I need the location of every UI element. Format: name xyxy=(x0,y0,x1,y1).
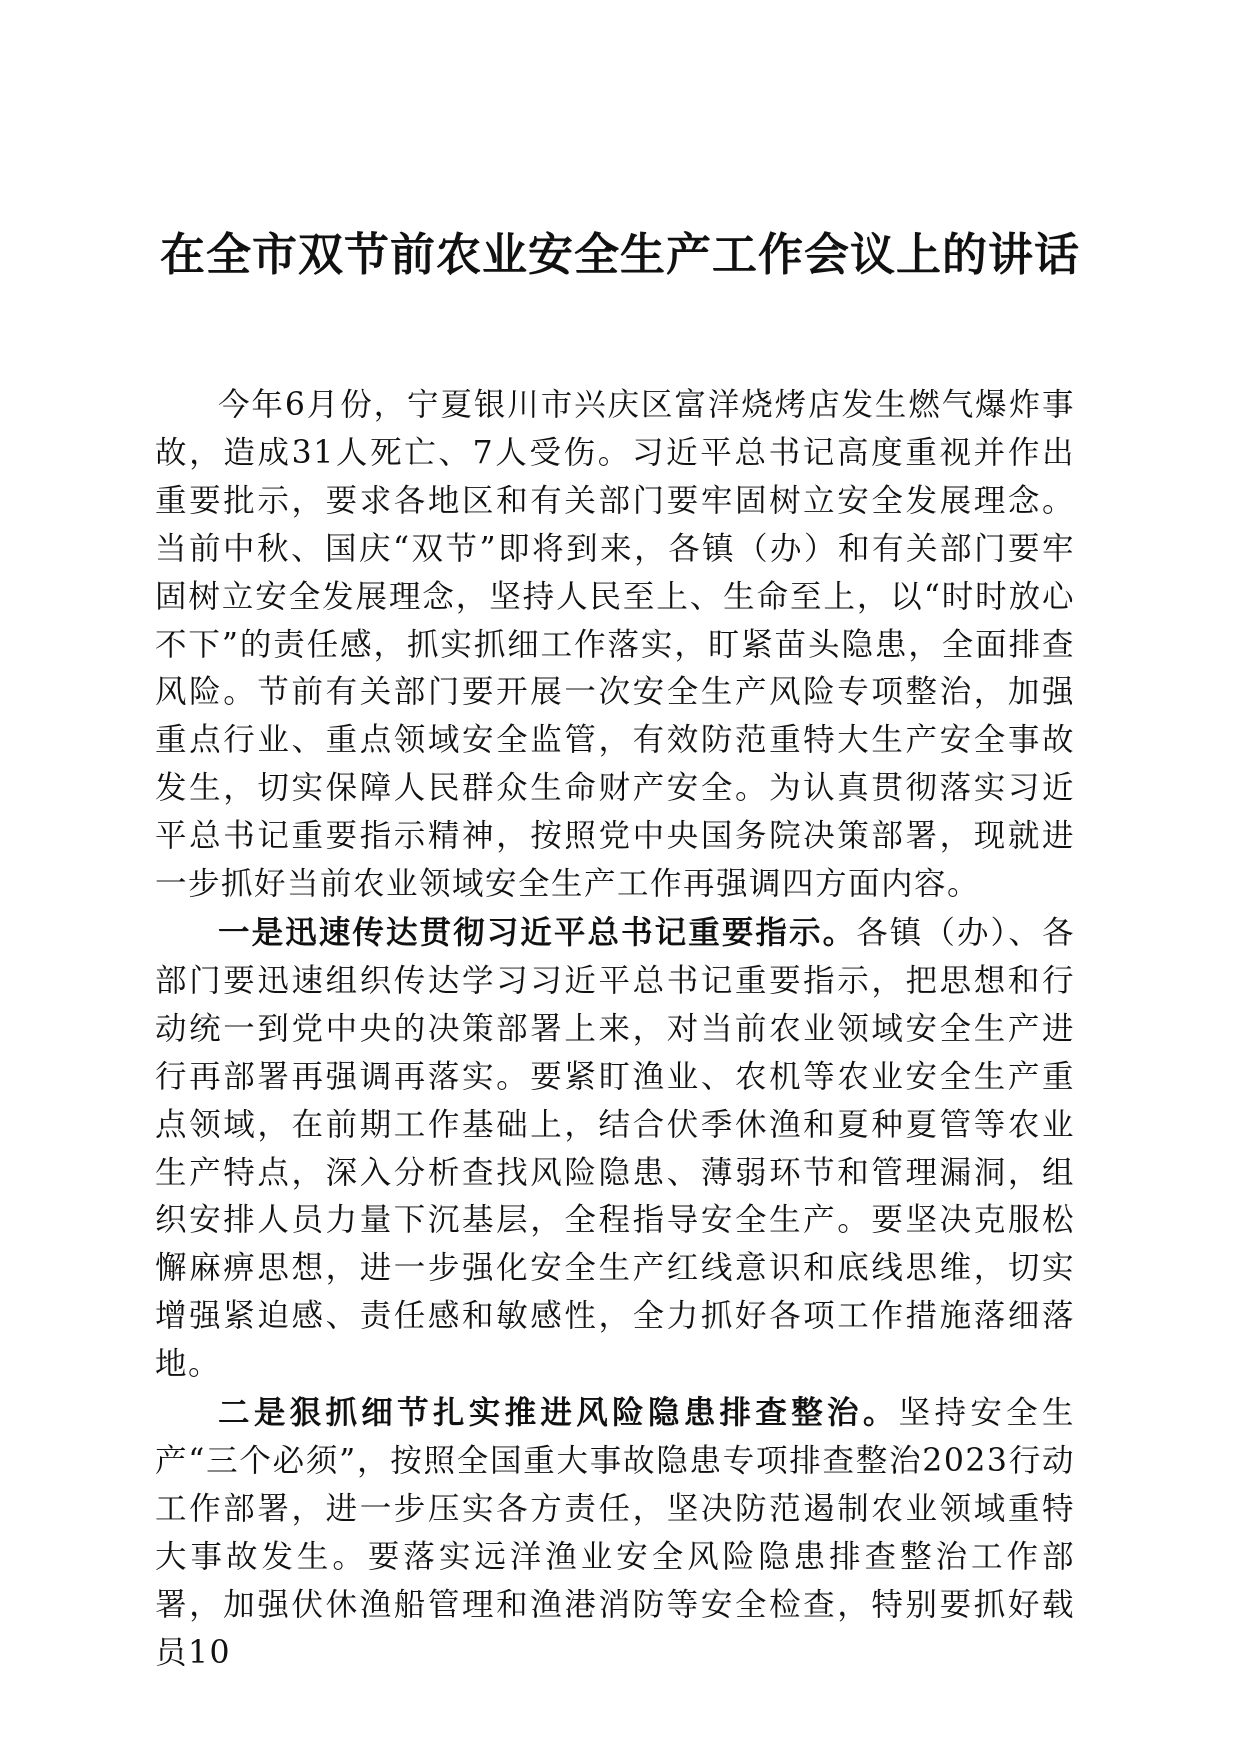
paragraph-text: 坚持安全生产“三个必须”，按照全国重大事故隐患专项排查整治2023行动工作部署，进一步压实各方责任，坚决防范遏制农业领域重特大事故发生。要落实远洋渔业安全风险隐患排查整治工作部署，加强伏休渔船管理和渔港消防等安全检查，特别要抓好载员10 xyxy=(155,1395,1075,1671)
paragraph-point-two xyxy=(155,1389,1075,1677)
document-title: 在全市双节前农业安全生产工作会议上的讲话 xyxy=(159,228,1080,281)
paragraph-point-one xyxy=(155,909,1075,1389)
paragraph-lead-heading: 二是狠抓细节扎实推进风险隐患排查整治。 xyxy=(218,1394,899,1432)
paragraph-lead-heading: 一是迅速传达贯彻习近平总书记重要指示。 xyxy=(218,913,857,951)
paragraph-text: 今年6月份，宁夏银川市兴庆区富洋烧烤店发生燃气爆炸事故，造成31人死亡、7人受伤。习近平总书记高度重视并作出重要批示，要求各地区和有关部门要牢固树立安全发展理念。当前中秋、国庆“双节”即将到来，各镇（办）和有关部门要牢固树立安全发展理念，坚持人民至上、生命至上，以“时时放心不下”的责任感，抓实抓细工作落实，盯紧苗头隐患，全面排查风险。节前有关部门要开展一次安全生产风险专项整治，加强重点行业、重点领域安全监管，有效防范重特大生产安全事故发生，切实保障人民群众生命财产安全。为认真贯彻落实习近平总书记重要指示精神，按照党中央国务院决策部署，现就进一步抓好当前农业领域安全生产工作再强调四方面内容。 xyxy=(155,387,1075,903)
document-body xyxy=(155,382,1075,1677)
paragraph-text: 各镇（办）、各部门要迅速组织传达学习习近平总书记重要指示，把思想和行动统一到党中央的决策部署上来，对当前农业领域安全生产进行再部署再强调再落实。要紧盯渔业、农机等农业安全生产重点领域，在前期工作基础上，结合伏季休渔和夏种夏管等农业生产特点，深入分析查找风险隐患、薄弱环节和管理漏洞，组织安排人员力量下沉基层，全程指导安全生产。要坚决克服松懈麻痹思想，进一步强化安全生产红线意识和底线思维，切实增强紧迫感、责任感和敏感性，全力抓好各项工作措施落细落地。 xyxy=(155,914,1075,1383)
paragraph-intro xyxy=(155,382,1075,909)
